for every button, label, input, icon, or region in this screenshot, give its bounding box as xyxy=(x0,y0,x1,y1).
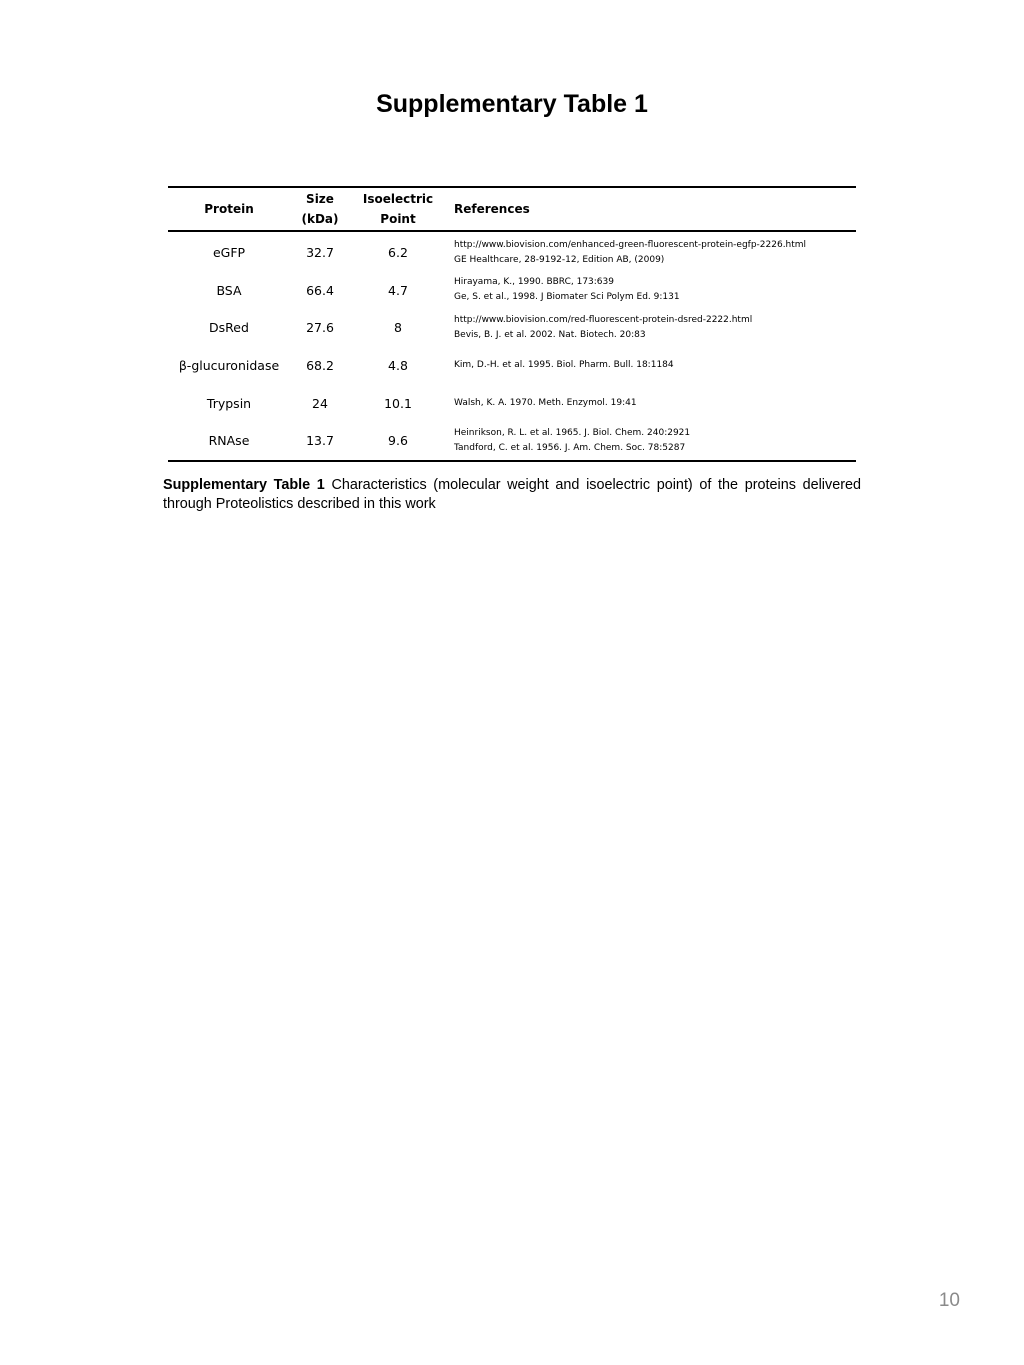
table-row xyxy=(168,309,856,347)
cell-size: 32.7 xyxy=(306,245,334,261)
table-header-row xyxy=(168,187,856,231)
cell-references xyxy=(446,347,856,385)
table-row xyxy=(168,384,856,422)
cell-references xyxy=(446,272,856,310)
table-row xyxy=(168,272,856,310)
header-isoelectric-point xyxy=(350,187,446,231)
reference-line: GE Healthcare, 28-9192-12, Edition AB, (2009) xyxy=(454,254,665,265)
reference-line: Ge, S. et al., 1998. J Biomater Sci Polym Ed. 9:131 xyxy=(454,292,680,303)
reference-line: Tandford, C. et al. 1956. J. Am. Chem. Soc. 78:5287 xyxy=(454,442,686,453)
caption-text: Characteristics (molecular weight and isoelectric point) of the proteins delivered through Proteolistics described in this work xyxy=(163,477,861,512)
header-size xyxy=(290,187,350,231)
reference-line: Kim, D.-H. et al. 1995. Biol. Pharm. Bull. 18:1184 xyxy=(454,360,674,371)
cell-isoelectric-point: 6.2 xyxy=(388,245,408,261)
cell-isoelectric-point: 10.1 xyxy=(384,395,412,411)
cell-isoelectric-point: 4.7 xyxy=(388,282,408,298)
protein-table-container xyxy=(168,186,856,462)
header-size-line1: Size xyxy=(306,192,334,206)
cell-references xyxy=(446,384,856,422)
reference-line: Walsh, K. A. 1970. Meth. Enzymol. 19:41 xyxy=(454,397,637,408)
protein-table xyxy=(168,186,856,462)
header-size-line2: (kDa) xyxy=(301,212,339,226)
cell-size: 66.4 xyxy=(306,282,334,298)
cell-size: 68.2 xyxy=(306,358,334,374)
header-references: References xyxy=(454,202,530,216)
header-pi-line1: Isoelectric xyxy=(362,192,434,206)
table-row xyxy=(168,422,856,461)
reference-line: Bevis, B. J. et al. 2002. Nat. Biotech. 20:83 xyxy=(454,329,646,340)
reference-line: Heinrikson, R. L. et al. 1965. J. Biol. Chem. 240:2921 xyxy=(454,427,691,438)
header-pi-line2: Point xyxy=(380,212,416,226)
cell-size: 27.6 xyxy=(306,320,334,336)
caption-label: Supplementary Table 1 xyxy=(163,477,325,493)
table-row xyxy=(168,231,856,272)
cell-isoelectric-point: 9.6 xyxy=(388,433,408,449)
cell-references xyxy=(446,309,856,347)
cell-protein: Trypsin xyxy=(206,395,252,411)
cell-protein: eGFP xyxy=(212,245,246,261)
cell-references xyxy=(446,231,856,272)
cell-isoelectric-point: 8 xyxy=(394,320,402,336)
reference-line: Hirayama, K., 1990. BBRC, 173:639 xyxy=(454,277,614,288)
reference-line: http://www.biovision.com/red-fluorescent-protein-dsred-2222.html xyxy=(454,314,753,325)
cell-protein: RNAse xyxy=(208,433,250,449)
header-protein: Protein xyxy=(204,202,254,216)
table-caption xyxy=(163,476,861,513)
cell-isoelectric-point: 4.8 xyxy=(388,358,408,374)
cell-references xyxy=(446,422,856,461)
reference-line: http://www.biovision.com/enhanced-green-fluorescent-protein-egfp-2226.html xyxy=(454,239,807,250)
page-title: Supplementary Table 1 xyxy=(376,90,648,118)
cell-size: 24 xyxy=(312,395,328,411)
cell-size: 13.7 xyxy=(306,433,334,449)
cell-protein: β-glucuronidase xyxy=(178,358,280,374)
cell-protein: DsRed xyxy=(209,320,249,336)
cell-protein: BSA xyxy=(216,282,242,298)
page-number: 10 xyxy=(938,1290,960,1311)
table-row xyxy=(168,347,856,385)
